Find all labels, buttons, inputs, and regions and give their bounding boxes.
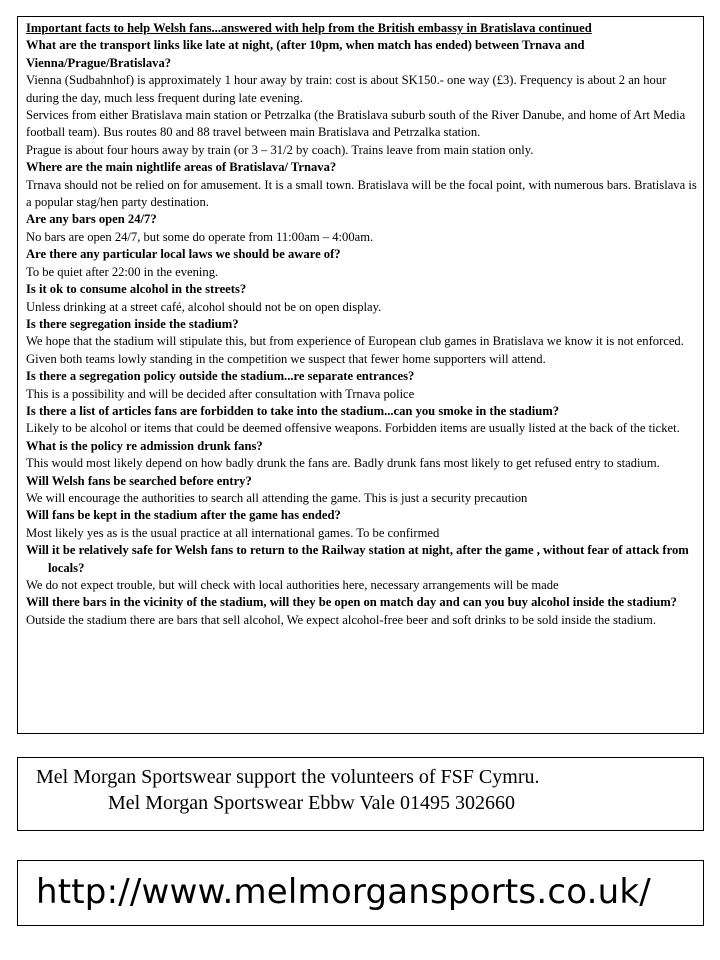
faq-question: Will Welsh fans be searched before entry? — [26, 473, 252, 488]
faq-question: Where are the main nightlife areas of Bratislava/ Trnava? — [26, 160, 337, 175]
faq-question: What is the policy re admission drunk fans? — [26, 438, 263, 453]
sponsor-banner — [17, 757, 704, 831]
faq-answer: Trnava should not be relied on for amusement. It is a small town. Bratislava will be the focal point, with numerous bars. Bratislava is a popular stag/hen party destination. — [26, 177, 697, 210]
faq-question: What are the transport links like late at night, (after 10pm, when match has ended) between Trnava and Vienna/Prague/Bratislava? — [26, 38, 585, 70]
faq-heading: Important facts to help Welsh fans...answered with help from the British embassy in Bratislava continued — [26, 21, 592, 35]
faq-question: Is there a segregation policy outside the stadium...re separate entrances? — [26, 369, 415, 384]
faq-question: Are any bars open 24/7? — [26, 212, 157, 227]
faq-question: Will it be relatively safe for Welsh fans to return to the Railway station at night, after the game , without fear of attack from locals? — [26, 543, 689, 575]
faq-question: Will fans be kept in the stadium after the game has ended? — [26, 508, 341, 523]
faq-question: Are there any particular local laws we should be aware of? — [26, 247, 341, 262]
faq-answer: To be quiet after 22:00 in the evening. — [26, 264, 219, 279]
faq-question: Is there a list of articles fans are forbidden to take into the stadium...can you smoke in the stadium? — [26, 403, 560, 418]
faq-answer: Prague is about four hours away by train (or 3 – 31/2 by coach). Trains leave from main station only. — [26, 142, 534, 157]
faq-answer: We hope that the stadium will stipulate this, but from experience of European club games in Bratislava we know it is not enforced. Given both teams lowly standing in the competition we suspect that fewer home supporters will attend. — [26, 334, 684, 366]
faq-answer: Outside the stadium there are bars that sell alcohol, We expect alcohol-free beer and soft drinks to be sold inside the stadium. — [26, 612, 657, 627]
website-url[interactable]: http://www.melmorgansports.co.uk/ — [17, 860, 704, 926]
faq-answer: We do not expect trouble, but will check with local authorities here, necessary arrangements will be made — [26, 578, 559, 592]
faq-question: Is there segregation inside the stadium? — [26, 316, 239, 331]
faq-answer: Unless drinking at a street café, alcohol should not be on open display. — [26, 299, 382, 314]
faq-answer: Likely to be alcohol or items that could be deemed offensive weapons. Forbidden items are usually listed at the back of the ticket. — [26, 421, 680, 436]
faq-answer: Most likely yes as is the usual practice at all international games. To be confirmed — [26, 525, 440, 540]
faq-panel — [17, 16, 704, 734]
faq-answer: Services from either Bratislava main station or Petrzalka (the Bratislava suburb south of the River Danube, and home of Art Media football team). Bus routes 80 and 88 travel between main Bratislava and Petrzalka station. — [26, 108, 686, 140]
sponsor-line: Mel Morgan Sportswear support the volunteers of FSF Cymru. — [36, 766, 540, 788]
faq-answer: Vienna (Sudbahnhof) is approximately 1 hour away by train: cost is about SK150.- one way (£3). Frequency is about 2 an hour during the day, much less frequent during late evening. — [26, 73, 667, 105]
faq-answer: This is a possibility and will be decided after consultation with Trnava police — [26, 386, 415, 401]
faq-answer: We will encourage the authorities to search all attending the game. This is just a security precaution — [26, 490, 528, 505]
faq-answer: This would most likely depend on how badly drunk the fans are. Badly drunk fans most likely to get refused entry to stadium. — [26, 456, 660, 471]
faq-answer: No bars are open 24/7, but some do operate from 11:00am – 4:00am. — [26, 229, 374, 244]
faq-question: Is it ok to consume alcohol in the streets? — [26, 282, 247, 297]
faq-question: Will there bars in the vicinity of the stadium, will they be open on match day and can you buy alcohol inside the stadium? — [26, 595, 677, 610]
sponsor-contact: Mel Morgan Sportswear Ebbw Vale 01495 302660 — [108, 792, 515, 814]
